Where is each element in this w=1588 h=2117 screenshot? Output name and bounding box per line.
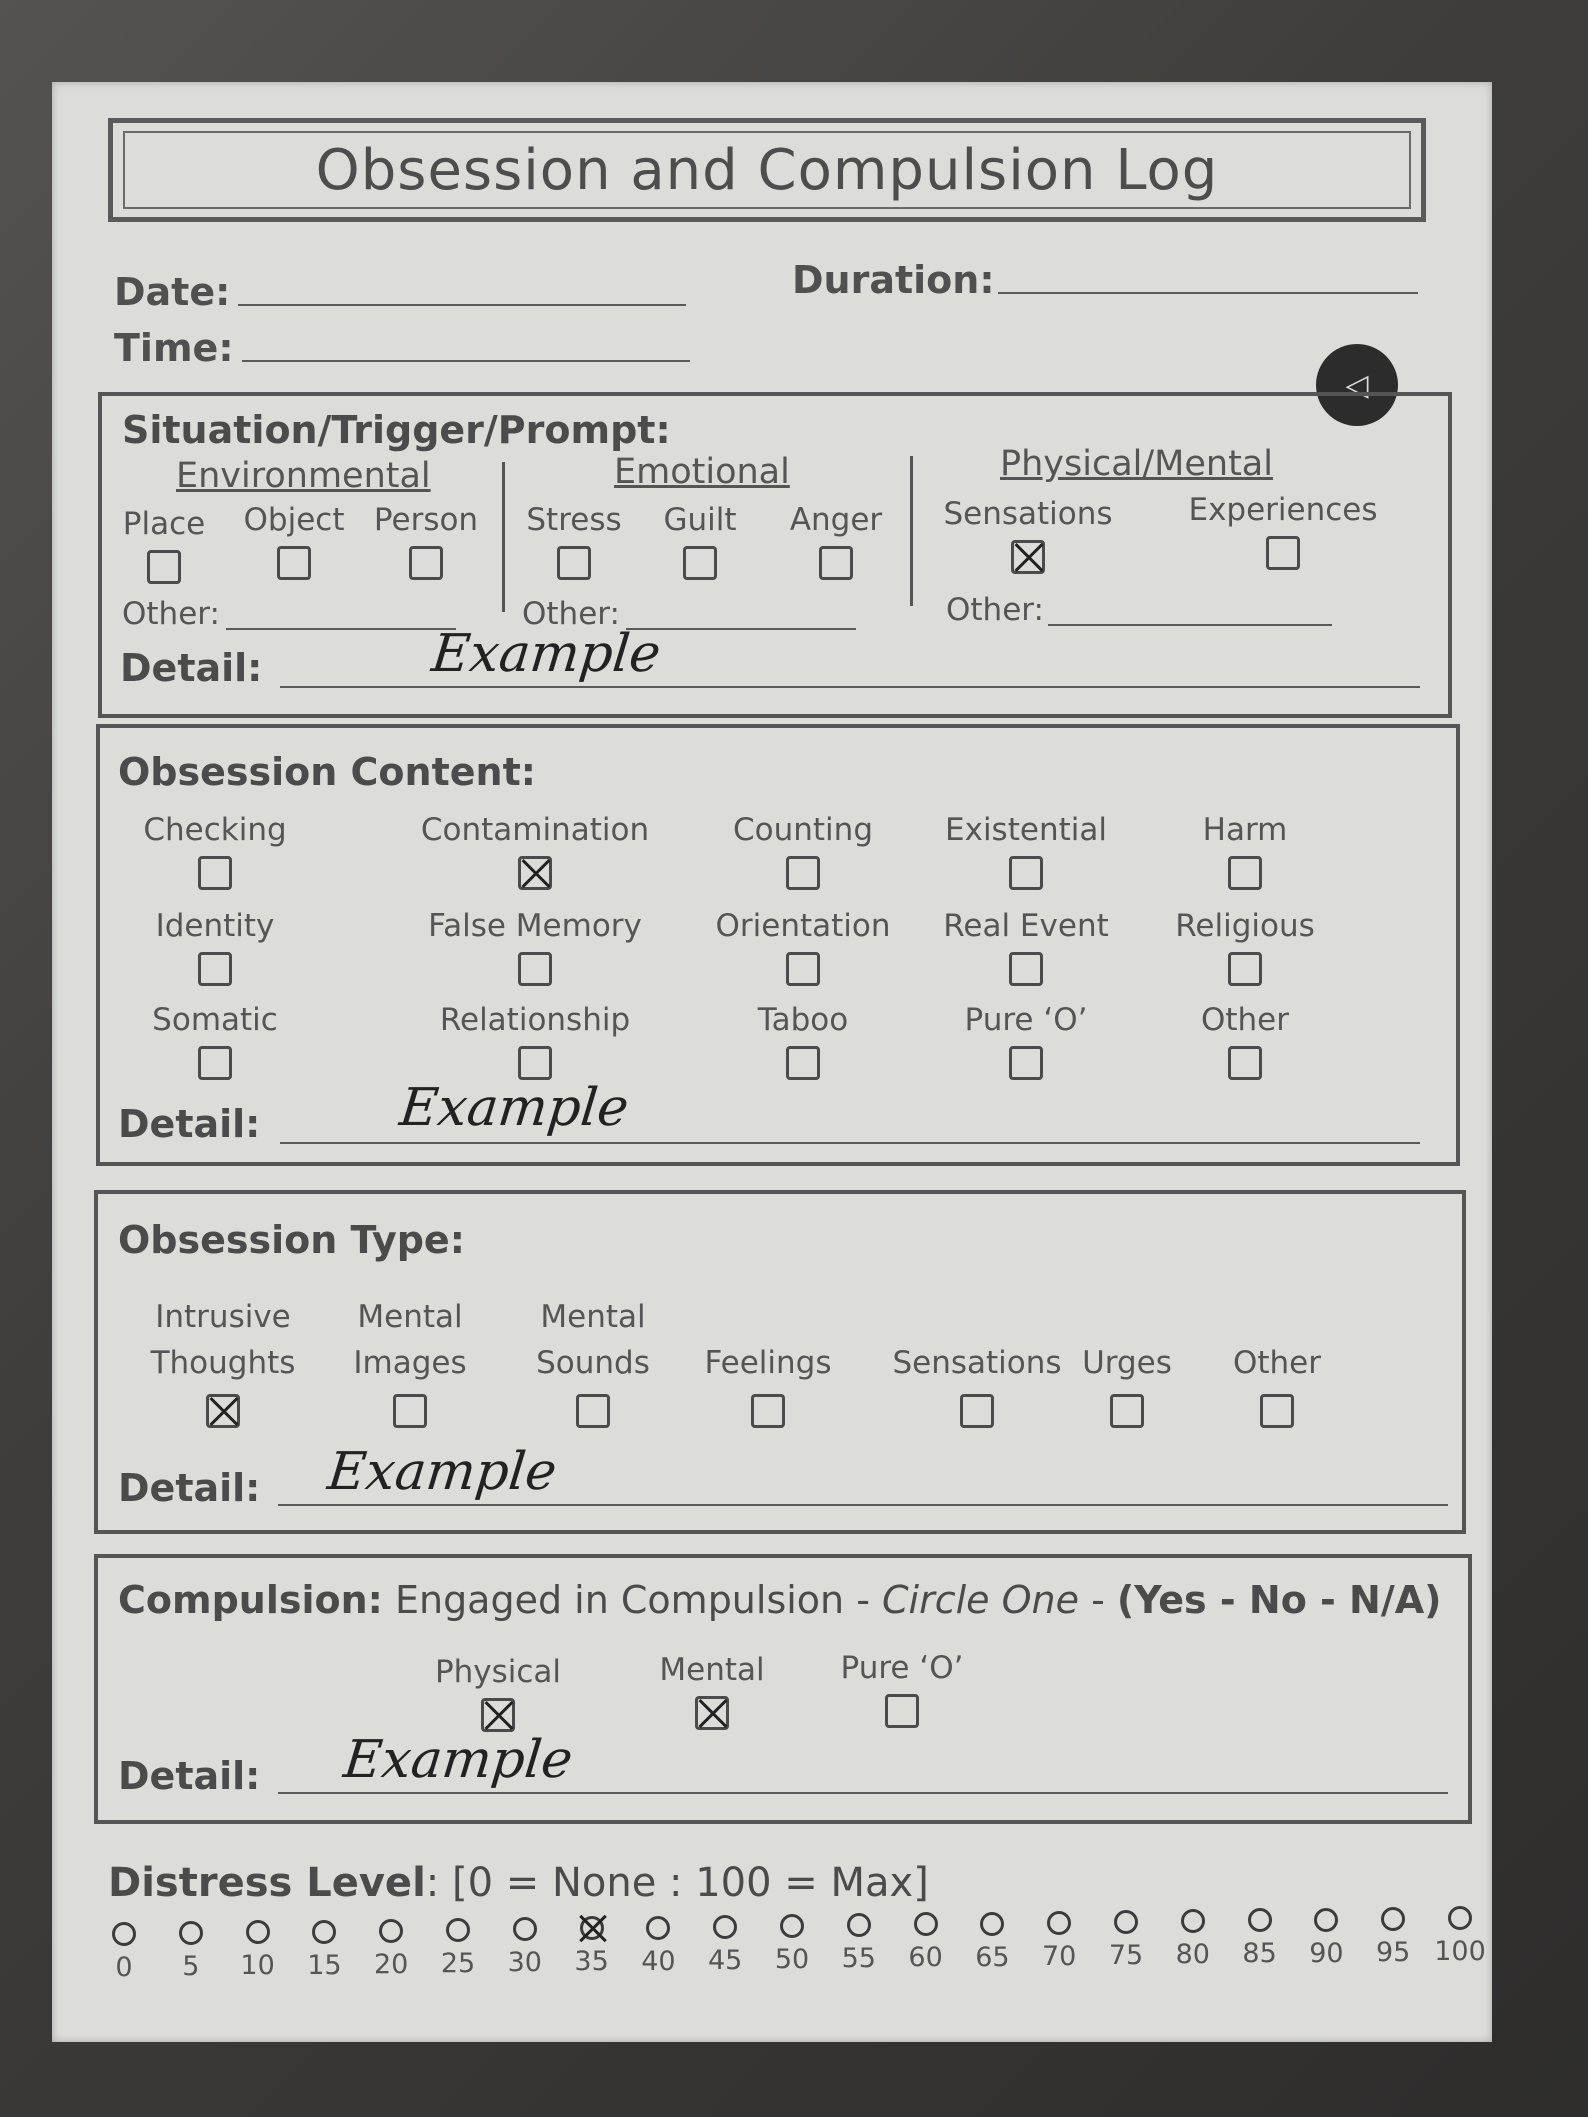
distress-level-45[interactable] [695, 1915, 755, 1976]
object-checkbox[interactable] [277, 546, 311, 580]
checkbox[interactable] [1009, 1046, 1043, 1080]
pure-o-option[interactable]: Pure ‘O’ [822, 1650, 982, 1728]
content-detail-label: Detail: [118, 1102, 261, 1146]
content-option-label: Contamination [420, 812, 650, 848]
person-checkbox[interactable] [409, 546, 443, 580]
content-option-label: Existential [945, 812, 1107, 848]
checkbox[interactable] [1260, 1394, 1294, 1428]
radio-circle[interactable] [780, 1914, 804, 1938]
radio-circle[interactable] [1381, 1907, 1405, 1931]
radio-circle[interactable] [379, 1919, 403, 1943]
checkbox[interactable] [960, 1394, 994, 1428]
content-option-label: Somatic [152, 1002, 278, 1038]
environmental-other-label: Other: [122, 596, 220, 632]
compulsion-detail-handwriting: Example [340, 1730, 576, 1790]
anger-option[interactable]: Anger [778, 502, 894, 580]
distress-level-0[interactable] [94, 1922, 154, 1983]
anger-checkbox[interactable] [819, 546, 853, 580]
distress-level-label: 40 [641, 1945, 676, 1977]
type-option-label-line2: Other [1232, 1345, 1322, 1381]
radio-circle[interactable] [513, 1917, 537, 1941]
distress-level-label: 15 [307, 1949, 342, 1981]
distress-level-25[interactable] [428, 1918, 488, 1979]
distress-level-label: 5 [182, 1951, 200, 1983]
place-option[interactable]: Place [116, 506, 212, 584]
checkbox[interactable] [198, 1046, 232, 1080]
radio-circle[interactable] [980, 1912, 1004, 1936]
content-option-false-memory[interactable] [390, 908, 680, 986]
distress-level-60[interactable] [896, 1912, 956, 1973]
type-detail-handwriting: Example [324, 1442, 560, 1502]
trigger-detail-handwriting: Example [428, 624, 664, 684]
content-option-somatic[interactable] [140, 1002, 290, 1080]
yes-no-na-options[interactable]: (Yes - No - N/A) [1116, 1578, 1442, 1622]
distress-label: Distress Level [108, 1860, 426, 1906]
date-label: Date: [114, 270, 231, 314]
radio-circle[interactable] [446, 1918, 470, 1942]
checkbox[interactable] [751, 1394, 785, 1428]
type-option-label-line2: Feelings [704, 1345, 832, 1381]
physical-other-field[interactable] [1048, 624, 1332, 626]
emotional-other-label: Other: [522, 596, 620, 632]
distress-level-label: 45 [708, 1944, 743, 1976]
type-option-label-line1 [872, 1294, 1082, 1340]
physical-other-label: Other: [946, 592, 1044, 628]
distress-level-label: 20 [374, 1948, 409, 1980]
content-detail-field[interactable] [280, 1142, 1420, 1144]
distress-level-label: 100 [1434, 1936, 1486, 1967]
distress-level-label: 85 [1242, 1938, 1277, 1970]
distress-level-label: 35 [574, 1946, 609, 1978]
type-option-sensations[interactable] [872, 1294, 1082, 1428]
distress-level-65[interactable] [962, 1912, 1022, 1973]
content-option-orientation[interactable] [708, 908, 898, 986]
content-option-checking[interactable] [140, 812, 290, 890]
checkbox[interactable] [1009, 856, 1043, 890]
content-option-label: False Memory [428, 908, 642, 944]
content-option-label: Harm [1202, 812, 1288, 848]
stress-checkbox[interactable] [557, 546, 591, 580]
type-option-label-line1 [690, 1294, 846, 1340]
radio-circle[interactable] [246, 1920, 270, 1944]
distress-level-label: 30 [507, 1947, 542, 1979]
distress-level-20[interactable] [361, 1919, 421, 1980]
radio-circle[interactable] [914, 1912, 938, 1936]
radio-circle[interactable] [713, 1915, 737, 1939]
radio-circle[interactable] [112, 1922, 136, 1946]
type-option-thoughts[interactable] [138, 1294, 308, 1428]
stress-option[interactable]: Stress [516, 502, 632, 580]
guilt-option[interactable]: Guilt [652, 502, 748, 580]
duration-field[interactable] [998, 292, 1418, 294]
compulsion-heading: Compulsion: Engaged in Compulsion - Circle One - (Yes - No - N/A) [118, 1578, 1442, 1622]
content-option-relationship[interactable] [390, 1002, 680, 1080]
physical-mental-heading: Physical/Mental [1000, 444, 1273, 484]
checkbox[interactable] [1228, 1046, 1262, 1080]
object-option[interactable]: Object [236, 502, 352, 580]
content-title: Obsession Content: [118, 750, 536, 794]
content-option-label: Orientation [715, 908, 891, 944]
physical-checkbox[interactable] [481, 1698, 515, 1732]
content-option-label: Relationship [439, 1002, 631, 1038]
checkbox[interactable] [393, 1394, 427, 1428]
time-label: Time: [114, 326, 234, 370]
checkbox[interactable] [518, 1046, 552, 1080]
radio-circle[interactable] [1314, 1908, 1338, 1932]
distress-level-90[interactable] [1296, 1908, 1356, 1969]
radio-circle[interactable] [1248, 1908, 1272, 1932]
distress-level-label: 90 [1309, 1937, 1344, 1969]
radio-circle[interactable] [179, 1921, 203, 1945]
distress-level-label: 25 [440, 1948, 476, 1979]
content-option-other[interactable] [1150, 1002, 1340, 1080]
trigger-detail-field[interactable] [280, 686, 1420, 688]
person-option[interactable]: Person [368, 502, 484, 580]
type-option-label-line1: Mental [357, 1299, 463, 1335]
type-section [94, 1190, 1466, 1534]
distress-heading [108, 1860, 929, 1906]
checkbox[interactable] [786, 1046, 820, 1080]
content-option-label: Taboo [757, 1002, 849, 1038]
radio-circle[interactable] [1047, 1911, 1071, 1935]
time-field[interactable] [242, 360, 690, 362]
checkbox[interactable] [518, 856, 552, 890]
date-field[interactable] [238, 304, 686, 306]
checkbox[interactable] [206, 1394, 240, 1428]
type-option-other[interactable] [1212, 1294, 1342, 1428]
distress-level-label: 55 [841, 1943, 876, 1975]
content-option-religious[interactable] [1150, 908, 1340, 986]
radio-circle[interactable] [580, 1916, 604, 1940]
distress-level-5[interactable] [161, 1921, 221, 1982]
distress-level-label: 80 [1175, 1939, 1210, 1971]
distress-level-40[interactable] [628, 1916, 688, 1977]
sensations-option[interactable]: Sensations [928, 496, 1128, 574]
experiences-checkbox[interactable] [1266, 536, 1300, 570]
form-page [52, 82, 1492, 2042]
type-option-urges[interactable] [1062, 1294, 1192, 1428]
type-option-label-line1: Intrusive [155, 1299, 291, 1335]
distress-level-80[interactable] [1163, 1909, 1223, 1970]
distress-level-label: 70 [1042, 1940, 1077, 1972]
type-option-label-line2: Urges [1082, 1345, 1172, 1381]
content-option-label: Real Event [943, 908, 1109, 944]
checkbox[interactable] [576, 1394, 610, 1428]
duration-label: Duration: [792, 258, 995, 302]
type-option-label-line2: Sounds [536, 1345, 650, 1381]
content-option-label: Pure ‘O’ [964, 1002, 1088, 1038]
content-option-counting[interactable] [708, 812, 898, 890]
page-title: Obsession and Compulsion Log [315, 137, 1219, 203]
radio-circle[interactable] [312, 1920, 336, 1944]
distress-level-label: 60 [908, 1942, 943, 1974]
place-checkbox[interactable] [147, 550, 181, 584]
checkbox[interactable] [1228, 856, 1262, 890]
content-option-pure-o[interactable] [926, 1002, 1126, 1080]
mental-option[interactable]: Mental [632, 1652, 792, 1730]
experiences-option[interactable]: Experiences [1178, 492, 1388, 570]
compulsion-detail-label: Detail: [118, 1754, 261, 1798]
distress-level-35[interactable] [562, 1916, 622, 1977]
compulsion-prompt: Engaged in Compulsion - [394, 1578, 883, 1622]
compulsion-title: Compulsion: [118, 1578, 383, 1622]
radio-circle[interactable] [646, 1916, 670, 1940]
triangle-left-icon[interactable]: ◁ [1316, 344, 1398, 426]
type-detail-field[interactable] [278, 1504, 1448, 1506]
type-option-label-line2: Images [353, 1345, 467, 1381]
compulsion-detail-field[interactable] [278, 1792, 1448, 1794]
title-frame [108, 118, 1426, 222]
distress-level-15[interactable] [294, 1920, 354, 1981]
radio-circle[interactable] [1448, 1906, 1472, 1930]
content-detail-handwriting: Example [396, 1078, 632, 1138]
type-title: Obsession Type: [118, 1218, 465, 1262]
content-option-label: Other [1200, 1002, 1290, 1038]
content-section [96, 724, 1460, 1166]
distress-level-85[interactable] [1230, 1908, 1290, 1969]
guilt-checkbox[interactable] [683, 546, 717, 580]
radio-circle[interactable] [1181, 1909, 1205, 1933]
distress-level-10[interactable] [228, 1920, 288, 1981]
checkbox[interactable] [518, 952, 552, 986]
distress-level-label: 95 [1376, 1936, 1411, 1968]
pure-o-checkbox[interactable] [885, 1694, 919, 1728]
distress-level-label: 75 [1108, 1940, 1144, 1971]
checkbox[interactable] [1009, 952, 1043, 986]
environmental-other-field[interactable] [226, 628, 456, 630]
type-option-sounds[interactable] [508, 1294, 678, 1428]
emotional-heading: Emotional [614, 452, 790, 492]
type-option-label-line1 [1212, 1294, 1342, 1340]
distress-level-50[interactable] [762, 1914, 822, 1975]
type-option-feelings[interactable] [690, 1294, 846, 1428]
distress-level-30[interactable] [495, 1917, 555, 1978]
checkbox[interactable] [198, 952, 232, 986]
content-option-taboo[interactable] [708, 1002, 898, 1080]
checkbox[interactable] [1228, 952, 1262, 986]
content-option-contamination[interactable] [390, 812, 680, 890]
trigger-section [98, 392, 1452, 718]
distress-range: : [0 = None : 100 = Max] [425, 1860, 929, 1906]
trigger-detail-label: Detail: [120, 646, 263, 690]
type-option-label-line2: Thoughts [150, 1345, 296, 1381]
circle-one-text: Circle One [882, 1578, 1080, 1622]
type-option-label-line2: Sensations [892, 1345, 1062, 1381]
type-option-label-line1: Mental [540, 1299, 646, 1335]
type-detail-label: Detail: [118, 1466, 261, 1510]
distress-level-70[interactable] [1029, 1911, 1089, 1972]
content-option-identity[interactable] [140, 908, 290, 986]
distress-level-label: 10 [240, 1950, 275, 1982]
content-option-existential[interactable] [926, 812, 1126, 890]
content-option-label: Checking [143, 812, 287, 848]
content-option-harm[interactable] [1150, 812, 1340, 890]
trigger-title: Situation/Trigger/Prompt: [122, 408, 671, 452]
distress-level-100[interactable] [1430, 1906, 1490, 1967]
content-option-real-event[interactable] [926, 908, 1126, 986]
distress-level-75[interactable] [1096, 1910, 1156, 1971]
content-option-label: Counting [733, 812, 873, 848]
checkbox[interactable] [786, 856, 820, 890]
type-option-images[interactable] [330, 1294, 490, 1428]
sensations-checkbox[interactable] [1011, 540, 1045, 574]
content-option-label: Identity [155, 908, 275, 944]
mental-checkbox[interactable] [695, 1696, 729, 1730]
checkbox[interactable] [1110, 1394, 1144, 1428]
compulsion-section [94, 1554, 1472, 1824]
distress-level-label: 0 [115, 1952, 133, 1983]
radio-circle[interactable] [1114, 1910, 1138, 1934]
environmental-heading: Environmental [176, 456, 431, 496]
radio-circle[interactable] [847, 1913, 871, 1937]
distress-level-95[interactable] [1363, 1907, 1423, 1968]
physical-option[interactable]: Physical [418, 1654, 578, 1732]
content-option-label: Religious [1175, 908, 1315, 944]
distress-level-55[interactable] [829, 1913, 889, 1974]
distress-level-label: 65 [975, 1941, 1010, 1973]
type-option-label-line1 [1062, 1294, 1192, 1340]
checkbox[interactable] [786, 952, 820, 986]
distress-level-label: 50 [774, 1944, 810, 1975]
checkbox[interactable] [198, 856, 232, 890]
